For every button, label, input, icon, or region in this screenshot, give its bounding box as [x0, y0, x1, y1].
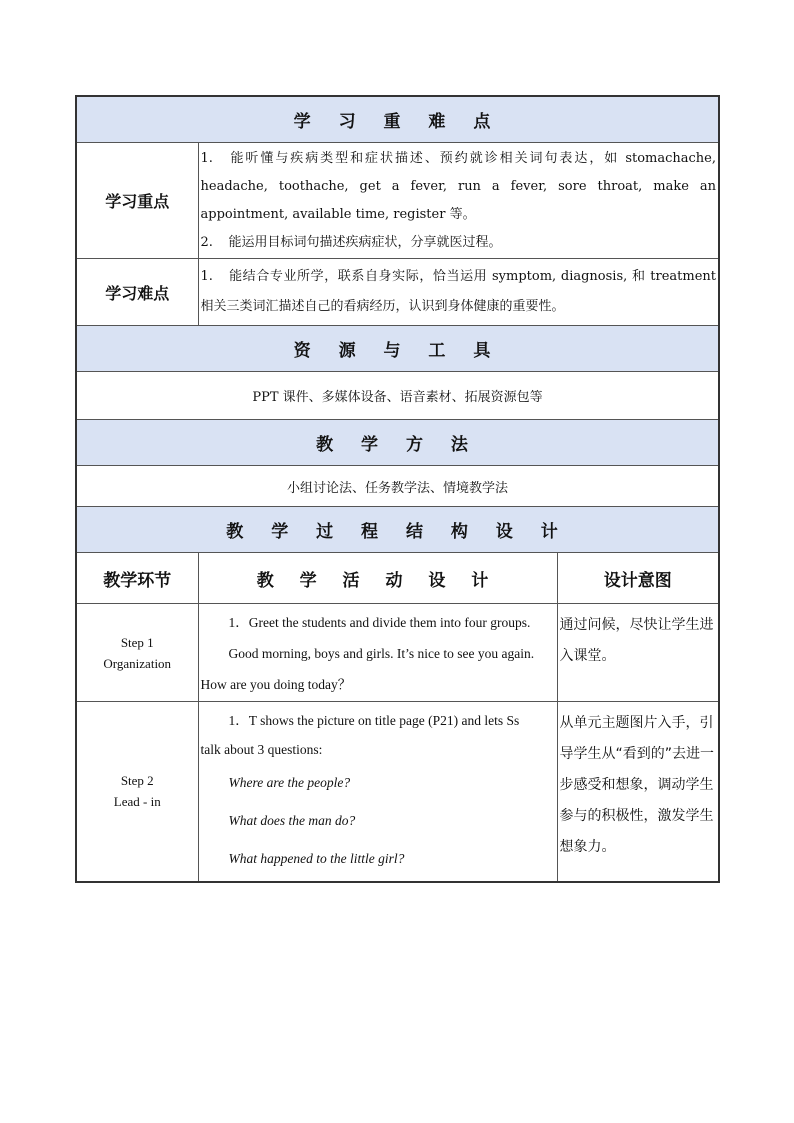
- step-number: Step 2: [120, 773, 154, 789]
- focus-item: [201, 145, 717, 229]
- item-text: 能运用目标词句描述疾病症状，分享就医过程。: [228, 234, 502, 250]
- difficulty-label: 学习难点: [76, 259, 198, 326]
- process-column-headers: [76, 553, 719, 604]
- section-header-key-points: [76, 96, 719, 143]
- item-text: 能结合专业所学，联系自身实际，恰当运用 symptom, diagnosis, 和 treatment 相关三类词汇描述自己的看病经历，认识到身体健康的重要性。: [200, 269, 717, 314]
- focus-row: [76, 143, 719, 259]
- process-row-step-2: [76, 702, 719, 882]
- header-activity: 教 学 活 动 设 计: [198, 553, 557, 604]
- activity-line: How are you doing today？: [200, 677, 352, 692]
- step-cell: [76, 702, 198, 882]
- item-text: 能听懂与疾病类型和症状描述、预约就诊相关词句表达，如 stomachache, headache, toothache, get a fever, run a fever, sore throat, make an appointment, available time, register 等。: [200, 150, 717, 222]
- focus-label: 学习重点: [76, 143, 198, 259]
- process-row-step-1: [76, 604, 719, 702]
- intent-cell: 从单元主题图片入手，引导学生从“看到的”去进一步感受和想象，调动学生参与的积极性，激发学生想象力。: [557, 702, 719, 882]
- question-line: What does the man do?: [228, 813, 356, 828]
- focus-item: [201, 229, 717, 257]
- difficulty-item: [201, 262, 717, 322]
- section-header-methods: [76, 420, 719, 466]
- activity-line: 1．T shows the picture on title page (P21) and lets Ss: [228, 713, 520, 728]
- activity-line: talk about 3 questions:: [200, 742, 323, 757]
- step-number: Step 1: [120, 634, 154, 650]
- resources-row: [76, 372, 719, 420]
- lesson-plan-table: [75, 95, 720, 883]
- section-title: 教 学 方 法: [76, 420, 719, 466]
- activity-line: Good morning, boys and girls. It’s nice to see you again.: [228, 646, 535, 661]
- question-line: Where are the people?: [228, 775, 351, 790]
- intent-cell: 通过问候，尽快让学生进入课堂。: [557, 604, 719, 702]
- difficulty-row: [76, 259, 719, 326]
- focus-content: [198, 143, 719, 259]
- section-header-resources: [76, 326, 719, 372]
- item-number: 1.: [200, 269, 213, 284]
- step-name: Lead - in: [113, 794, 161, 810]
- section-title: 学 习 重 难 点: [76, 96, 719, 143]
- difficulty-content: [198, 259, 719, 326]
- methods-row: [76, 466, 719, 507]
- header-intent: 设计意图: [557, 553, 719, 604]
- step-cell: [76, 604, 198, 702]
- item-number: 2.: [200, 234, 213, 250]
- activity-cell: [198, 702, 557, 882]
- item-number: 1.: [200, 150, 213, 166]
- section-title: 资 源 与 工 具: [76, 326, 719, 372]
- resources-text: PPT 课件、多媒体设备、语音素材、拓展资源包等: [76, 372, 719, 420]
- methods-text: 小组讨论法、任务教学法、情境教学法: [76, 466, 719, 507]
- activity-line: 1．Greet the students and divide them into four groups.: [228, 615, 531, 630]
- activity-cell: [198, 604, 557, 702]
- section-header-process: [76, 507, 719, 553]
- header-step: 教学环节: [76, 553, 198, 604]
- question-line: What happened to the little girl?: [228, 851, 405, 866]
- section-title: 教 学 过 程 结 构 设 计: [76, 507, 719, 553]
- step-name: Organization: [103, 655, 172, 671]
